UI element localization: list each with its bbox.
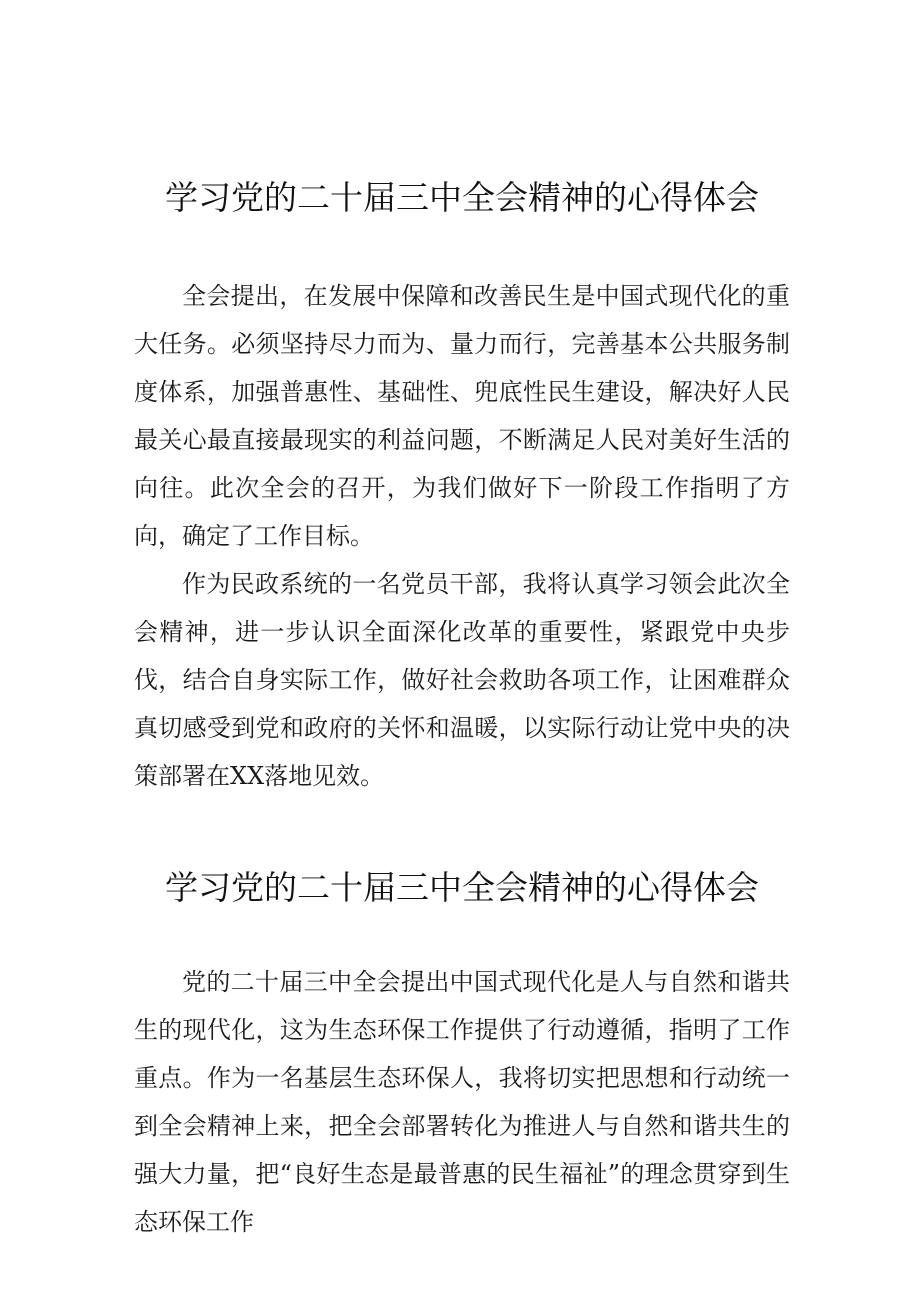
body-paragraph: 作为民政系统的一名党员干部，我将认真学习领会此次全会精神，进一步认识全面深化改革的重要性，紧跟党中央步伐，结合自身实际工作，做好社会救助各项工作，让困难群众真切感受到党和政府的关怀和温暖，以实际行动让党中央的决策部署在XX落地见效。 — [134, 570, 790, 790]
essay-title: 学习党的二十届三中全会精神的心得体会 — [165, 178, 759, 217]
essay-title: 学习党的二十届三中全会精神的心得体会 — [165, 868, 759, 907]
essay-section-1 — [134, 172, 790, 800]
body-paragraph: 全会提出，在发展中保障和改善民生是中国式现代化的重大任务。必须坚持尽力而为、量力而行，完善基本公共服务制度体系，加强普惠性、基础性、兜底性民生建设，解决好人民最关心最直接最现实的利益问题，不断满足人民对美好生活的向往。此次全会的召开，为我们做好下一阶段工作指明了方向，确定了工作目标。 — [134, 282, 790, 550]
body-paragraph: 党的二十届三中全会提出中国式现代化是人与自然和谐共生的现代化，这为生态环保工作提供了行动遵循，指明了工作重点。作为一名基层生态环保人，我将切实把思想和行动统一到全会精神上来，把全会部署转化为推进人与自然和谐共生的强大力量，把“良好生态是最普惠的民生福祉”的理念贯穿到生态环保工作 — [134, 968, 790, 1236]
essay-section-2 — [134, 862, 790, 1246]
